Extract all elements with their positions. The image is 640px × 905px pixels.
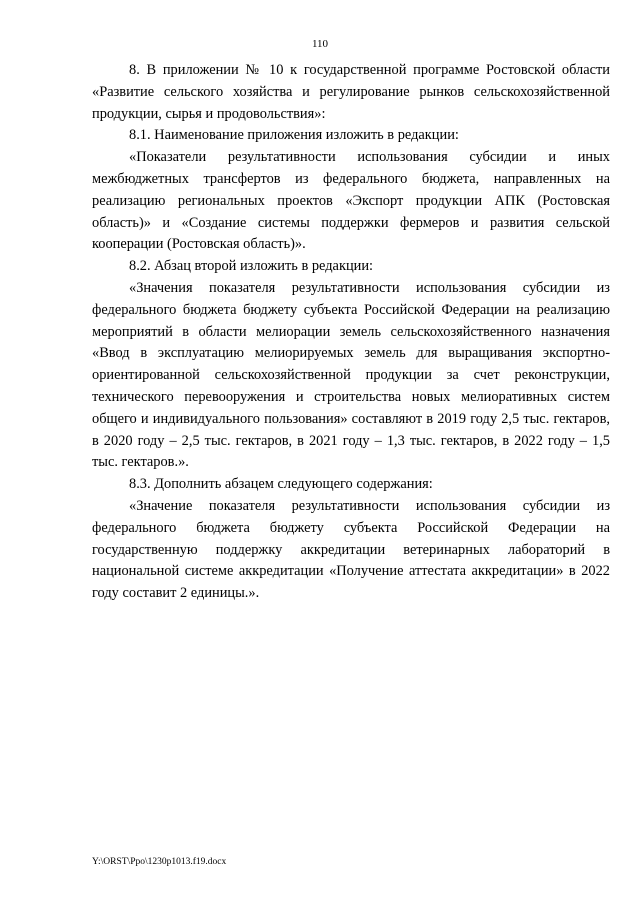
paragraph-8-3-heading: 8.3. Дополнить абзацем следующего содержания: [129,476,433,493]
paragraph-8-3-text: «Значение показателя результативности использования субсидии из федерального бюджета бюджету субъекта Российской Федерации на государственную поддержку аккредитации ветеринарных лабораторий в национальной системе аккредитации «Получение аттестата аккредитации» в 2022 году составит 2 единицы.». [92,497,610,602]
page-number: 110 [311,38,329,50]
document-body [92,60,610,605]
paragraph-8-1-heading: 8.1. Наименование приложения изложить в редакции: [129,127,459,144]
paragraph-8-2-text: «Значения показателя результативности использования субсидии из федерального бюджета бюджету субъекта Российской Федерации на реализацию мероприятий в области мелиорации земель сельскохозяйственного назначения «Ввод в эксплуатацию мелиорируемых земель для выращивания экспортно-ориентированной сельскохозяйственной продукции за счет реконструкции, технического перевооружения и строительства новых мелиоративных систем общего и индивидуального пользования» составляют в 2019 году 2,5 тыс. гектаров, в 2020 году – 2,5 тыс. гектаров, в 2021 году – 1,3 тыс. гектаров, в 2022 году – 1,5 тыс. гектаров.». [92,279,610,471]
file-path-footer: Y:\ORST\Ppo\1230p1013.f19.docx [92,857,227,867]
paragraph-8-intro: 8. В приложении № 10 к государственной программе Ростовской области «Развитие сельского хозяйства и регулирование рынков сельскохозяйственной продукции, сырья и продовольствия»: [92,62,610,122]
paragraph-8-1-text: «Показатели результативности использования субсидии и иных межбюджетных трансфертов из федерального бюджета, направленных на реализацию региональных проектов «Экспорт продукции АПК (Ростовская область)» и «Создание системы поддержки фермеров и развития сельской кооперации (Ростовская область)». [92,149,610,253]
paragraph-8-2-heading: 8.2. Абзац второй изложить в редакции: [129,258,374,275]
